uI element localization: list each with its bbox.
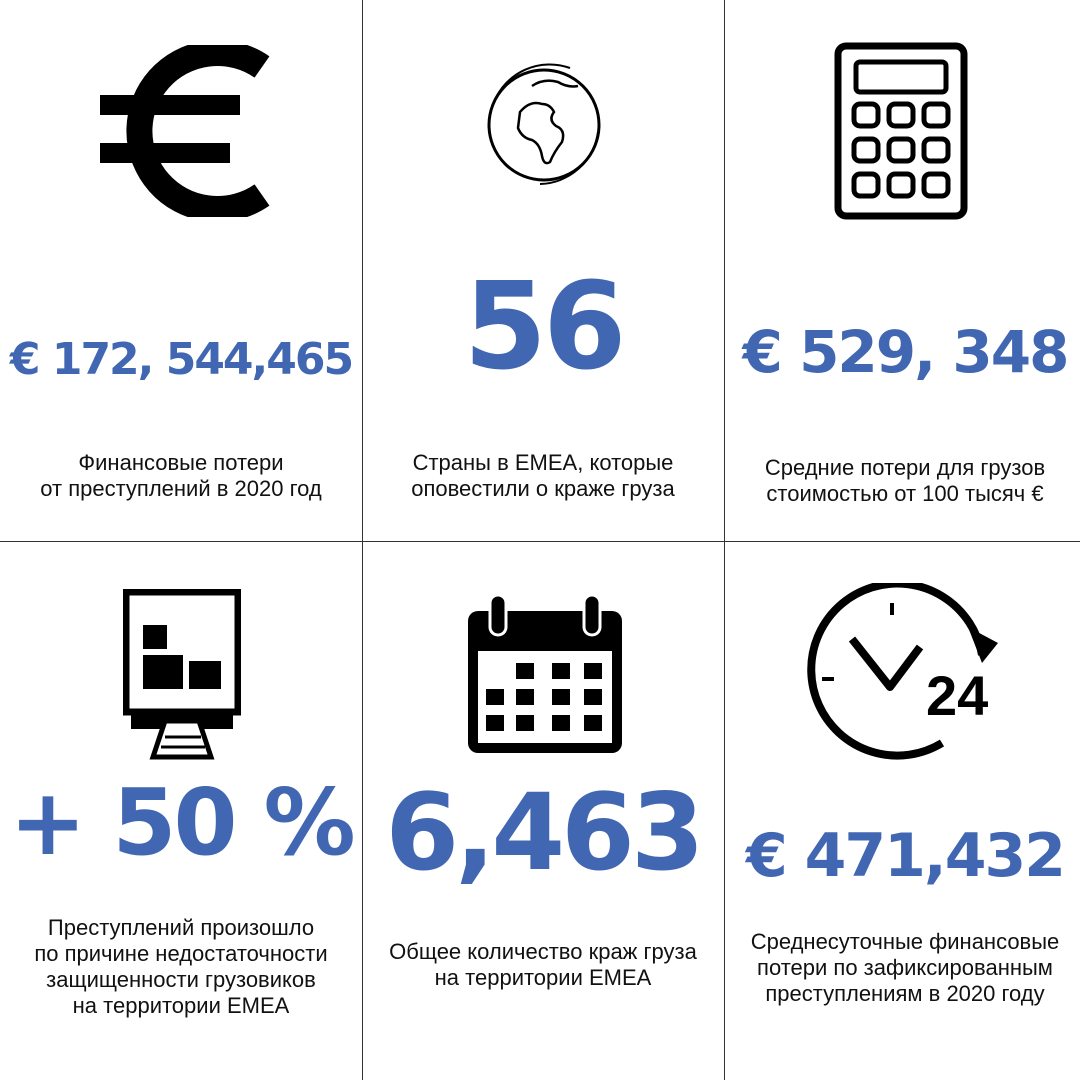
stat-description xyxy=(0,915,362,1019)
euro-icon xyxy=(100,45,270,217)
stat-daily-losses xyxy=(724,541,1080,1080)
calculator-icon xyxy=(834,42,968,220)
globe-icon xyxy=(480,62,608,188)
stat-value: € 172, 544,465 xyxy=(9,334,353,385)
desc-line: преступлениям в 2020 году xyxy=(765,981,1045,1006)
stat-description xyxy=(362,939,724,991)
desc-line: оповестили о краже груза xyxy=(411,476,675,501)
desc-line: потери по зафиксированным xyxy=(757,955,1053,980)
desc-line: стоимостью от 100 тысяч € xyxy=(766,481,1044,506)
stat-description xyxy=(0,450,362,502)
desc-line: по причине недостаточности xyxy=(34,941,328,966)
desc-line: Преступлений произошло xyxy=(47,915,315,940)
truck-icon xyxy=(123,589,241,761)
stat-value: 6,463 xyxy=(385,771,701,894)
stat-description xyxy=(724,455,1080,507)
desc-line: Страны в EMEA, которые xyxy=(412,450,674,475)
desc-line: на территории EMEA xyxy=(434,965,652,990)
stat-value: + 50 % xyxy=(9,769,353,876)
stat-value: € 529, 348 xyxy=(742,318,1068,386)
stat-unsecured-trucks xyxy=(0,541,362,1080)
desc-line: от преступлений в 2020 год xyxy=(40,476,322,501)
stat-countries xyxy=(362,0,724,540)
stat-total-thefts xyxy=(362,541,724,1080)
calendar-icon xyxy=(464,593,626,757)
stat-description xyxy=(724,929,1080,1007)
stat-financial-losses xyxy=(0,0,362,540)
stat-average-loss xyxy=(724,0,1080,540)
clock-24-icon xyxy=(802,583,1002,763)
desc-line: на территории EMEA xyxy=(72,993,290,1018)
desc-line: Среднесуточные финансовые xyxy=(750,929,1060,954)
stat-value: € 471,432 xyxy=(746,821,1064,891)
desc-line: защищенности грузовиков xyxy=(46,967,316,992)
clock-label: 24 xyxy=(926,664,989,727)
stat-description xyxy=(362,450,724,502)
stat-value: 56 xyxy=(463,258,623,397)
desc-line: Средние потери для грузов xyxy=(764,455,1046,480)
desc-line: Общее количество краж груза xyxy=(389,939,697,964)
desc-line: Финансовые потери xyxy=(78,450,284,475)
